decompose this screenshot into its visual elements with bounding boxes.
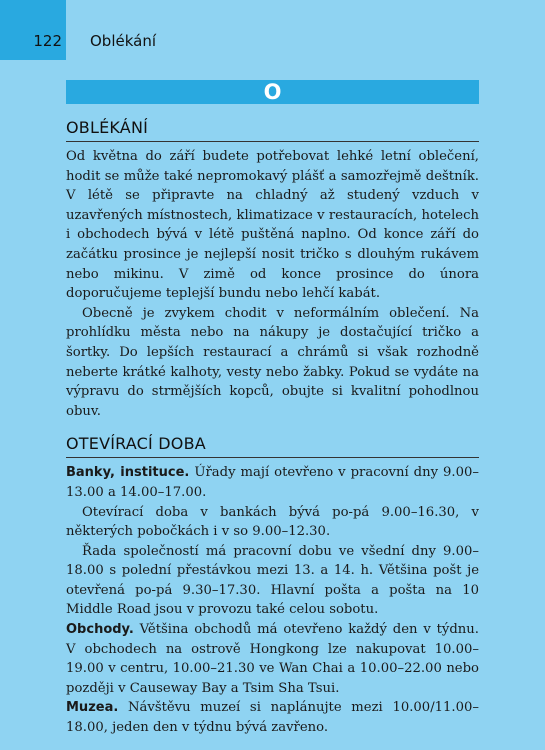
running-title: Oblékání xyxy=(90,32,157,50)
paragraph xyxy=(66,463,479,502)
paragraph-lead: Obchody. xyxy=(66,622,134,638)
paragraph-lead: Banky, instituce. xyxy=(66,465,190,481)
section-clothing xyxy=(66,118,479,421)
page-header xyxy=(0,0,545,60)
paragraph-text: Návštěvu muzeí si naplánujte mezi 10.00/11.00–18.00, jeden den v týdnu bývá zavřeno. xyxy=(66,700,479,736)
paragraph xyxy=(66,698,479,737)
section-heading-clothing: OBLÉKÁNÍ xyxy=(66,118,149,137)
paragraph: Od května do září budete potřebovat lehké letní oblečení, hodit se může také nepromokavý plášť a samozřejmě deštník. V létě se připravte na chladný až studený vzduch v uzavřených místnostech, klimatizace v restauracích, hotelech i obchodech bývá v létě puštěná naplno. Od konce září do začátku prosince je nejlepší nosit tričko s dlouhým rukávem nebo mikinu. V zimě od konce prosince do února doporučujeme teplejší bundu nebo lehčí kabát. xyxy=(66,149,479,302)
page-number: 122 xyxy=(33,32,62,50)
section-heading-opening-hours: OTEVÍRACÍ DOBA xyxy=(66,434,206,454)
page-content xyxy=(66,118,479,738)
section-opening-hours xyxy=(66,434,479,737)
paragraph xyxy=(66,620,479,698)
paragraph-lead: Muzea. xyxy=(66,700,119,716)
paragraph: Otevírací doba v bankách bývá po-pá 9.00–16.30, v některých pobočkách i v so 9.00–12.30. xyxy=(66,504,479,540)
page-number-tab xyxy=(0,0,66,60)
paragraph-text: Úřady mají otevřeno v pracovní dny 9.00–13.00 a 14.00–17.00. xyxy=(66,465,479,500)
section-letter: O xyxy=(263,80,282,104)
section-letter-bar xyxy=(66,80,479,104)
heading-rule xyxy=(66,457,479,458)
paragraph-text: Většina obchodů má otevřeno každý den v týdnu. V obchodech na ostrově Hongkong lze nakupovat 10.00–19.00 v centru, 10.00–21.30 ve Wan Chai a 10.00–22.00 nebo později v Causeway Bay a Tsim Sha Tsui. xyxy=(66,622,479,696)
paragraph: Obecně je zvykem chodit v neformálním oblečení. Na prohlídku města nebo na nákupy je dostačující tričko a šortky. Do lepších restaurací a chrámů si však rozhodně neberte krátké kalhoty, vesty nebo žabky. Pokud se vydáte na výpravu do strmějších kopců, obujte si kvalitní pohodlnou obuv. xyxy=(66,305,479,419)
heading-rule xyxy=(66,141,479,142)
paragraph: Řada společností má pracovní dobu ve všední dny 9.00–18.00 s polední přestávkou mezi 13. a 14. h. Většina pošt je otevřená po-pá 9.30–17.30. Hlavní pošta a pošta na 10 Middle Road jsou v provozu také celou sobotu. xyxy=(66,543,479,618)
